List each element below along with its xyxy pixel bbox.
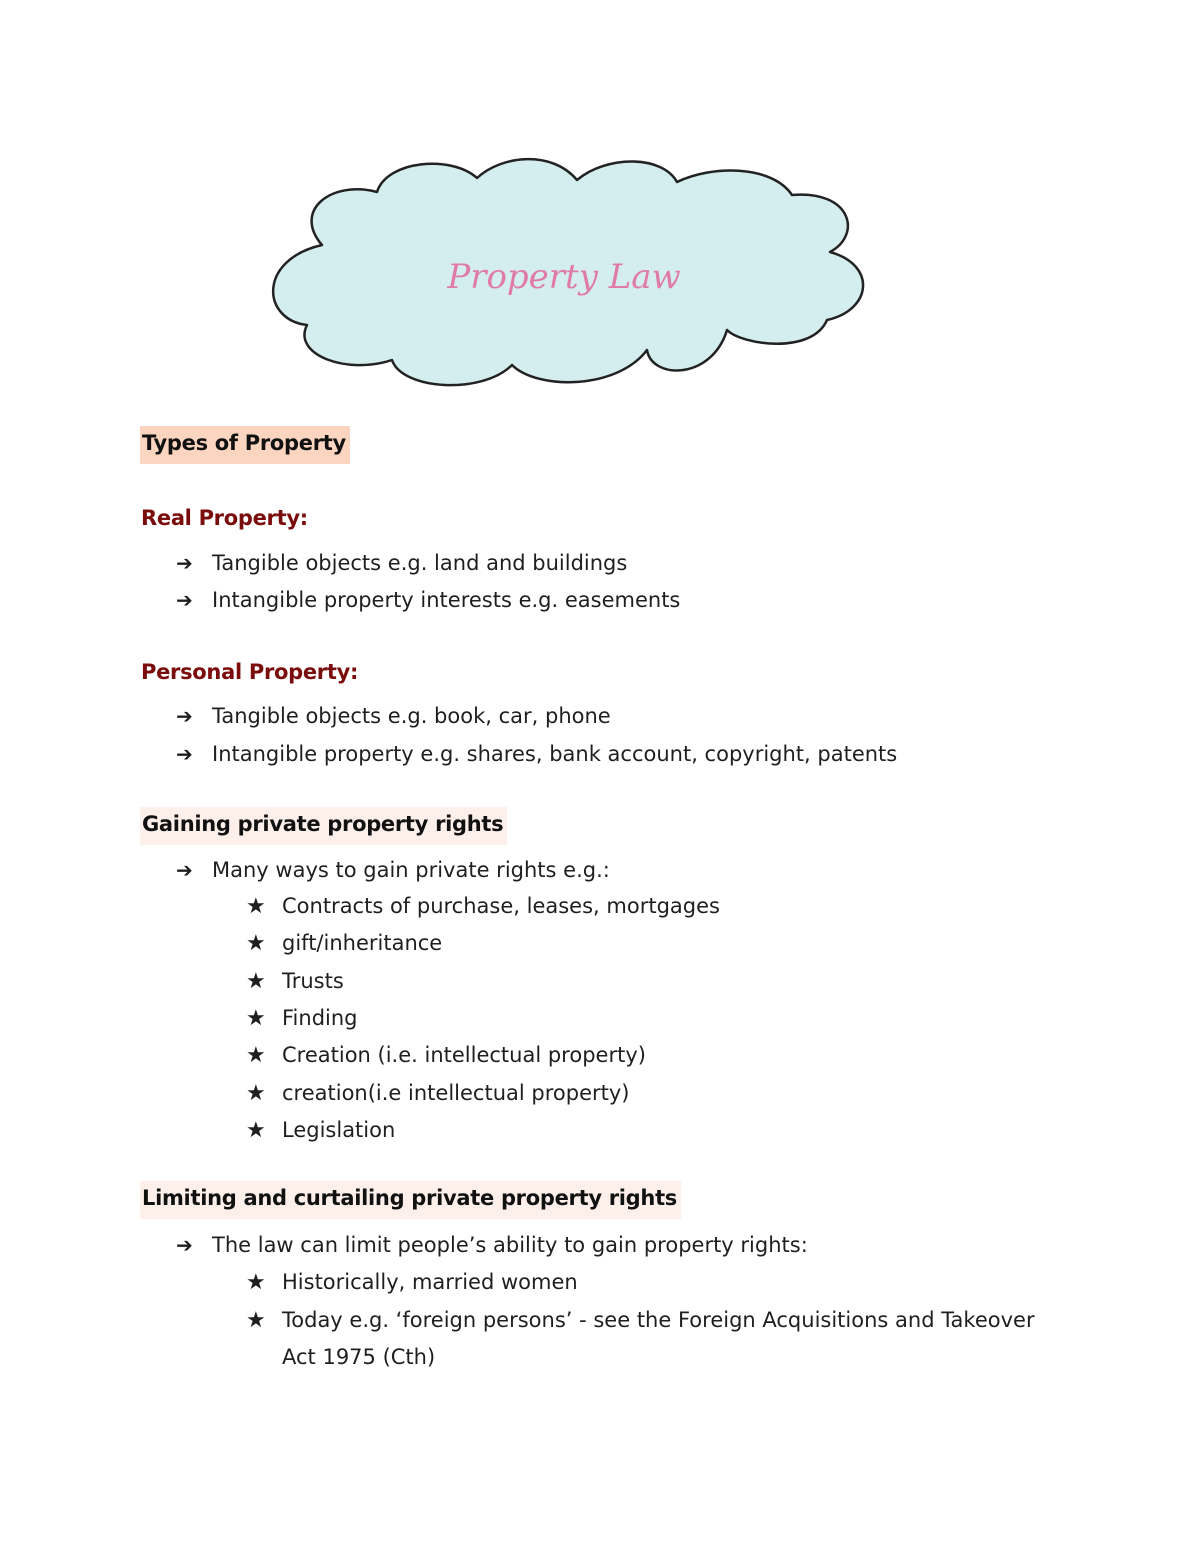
sub-list-item-text: Legislation <box>282 1118 396 1142</box>
arrow-icon: ➔ <box>176 858 193 882</box>
subheading-real-property: Real Property: <box>141 506 308 530</box>
list-item <box>176 1230 808 1260</box>
sub-list-item <box>246 1115 395 1146</box>
list-item-text: The law can limit people’s ability to gain property rights: <box>212 1233 808 1257</box>
sub-list-item-text: Historically, married women <box>282 1270 578 1294</box>
sub-list-item-text: Contracts of purchase, leases, mortgages <box>282 894 720 918</box>
sub-list-item <box>246 928 442 959</box>
sub-list-item-text: Today e.g. ‘foreign persons’ - see the Foreign Acquisitions and Takeover <box>282 1308 1035 1332</box>
sub-list-item <box>246 1040 646 1071</box>
sub-list-item-text: creation(i.e intellectual property) <box>282 1081 630 1105</box>
star-icon: ★ <box>246 1081 266 1106</box>
arrow-icon: ➔ <box>176 551 193 575</box>
section-heading-limiting: Limiting and curtailing private property rights <box>140 1181 681 1219</box>
list-item-text: Intangible property e.g. shares, bank account, copyright, patents <box>212 742 898 766</box>
list-item <box>176 585 680 615</box>
list-item-text: Tangible objects e.g. land and buildings <box>212 551 628 575</box>
arrow-icon: ➔ <box>176 1233 193 1257</box>
list-item-text: Intangible property interests e.g. easements <box>212 588 681 612</box>
star-icon: ★ <box>246 1043 266 1068</box>
arrow-icon: ➔ <box>176 742 193 766</box>
star-icon: ★ <box>246 1270 266 1295</box>
sub-list-item <box>246 1078 629 1109</box>
sub-list-item <box>246 1003 358 1034</box>
list-item <box>176 548 627 578</box>
arrow-icon: ➔ <box>176 588 193 612</box>
cloud-title: Property Law <box>447 257 681 297</box>
cloud-banner <box>252 150 872 400</box>
section-heading-gaining: Gaining private property rights <box>140 807 507 845</box>
sub-list-item-continuation: Act 1975 (Cth) <box>282 1345 436 1369</box>
section-heading-types: Types of Property <box>140 426 350 464</box>
sub-list-item-text: Creation (i.e. intellectual property) <box>282 1043 646 1067</box>
list-item <box>176 701 611 731</box>
arrow-icon: ➔ <box>176 704 193 728</box>
list-item <box>176 739 897 769</box>
list-item-text: Tangible objects e.g. book, car, phone <box>212 704 611 728</box>
sub-list-item-text: gift/inheritance <box>282 931 443 955</box>
star-icon: ★ <box>246 1308 266 1333</box>
sub-list-item-text: Finding <box>282 1006 358 1030</box>
star-icon: ★ <box>246 1118 266 1143</box>
list-item <box>176 855 610 885</box>
list-item-text: Many ways to gain private rights e.g.: <box>212 858 610 882</box>
star-icon: ★ <box>246 894 266 919</box>
sub-list-item-text: Trusts <box>282 969 344 993</box>
star-icon: ★ <box>246 931 266 956</box>
sub-list-item <box>246 1267 578 1298</box>
sub-list-item <box>246 891 720 922</box>
sub-list-item <box>246 966 344 997</box>
star-icon: ★ <box>246 1006 266 1031</box>
star-icon: ★ <box>246 969 266 994</box>
sub-list-item <box>246 1305 1035 1336</box>
cloud-shape <box>252 150 872 400</box>
subheading-personal-property: Personal Property: <box>141 660 359 684</box>
